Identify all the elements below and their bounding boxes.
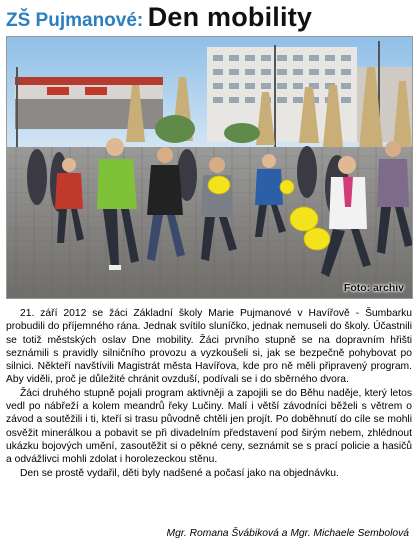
photo-credit: Foto: archiv	[343, 282, 404, 294]
article-body	[6, 307, 412, 480]
article-paragraph: Žáci druhého stupně pojali program aktivněji a zapojili se do Běhu naděje, který letos vedl po nábřeží a kolem meandrů řeky Lučiny. Malí i větší závodníci běželi s větrem o závod a soutěžili i ti, kteří si trasu původně chtěli jen projít. Po doběhnutí do cíle se mohli osvěžit minerálkou a pobavit se při divadelním představení pod širým nebem, zhlédnout ukázku bojových umění, zasoutěžit si o pěkné ceny, seznámit se s prací policie a hasičů a odvážlivci mohli zdolat i horolezeckou stěnu.	[6, 387, 412, 466]
article-photo	[6, 36, 413, 299]
article-paragraph: Den se prostě vydařil, děti byly nadšené a počasí jako na objednávku.	[20, 467, 339, 479]
article-paragraph: 21. září 2012 se žáci Základní školy Marie Pujmanové v Havířově - Šumbarku probudili do příjemného rána. Jednak svítilo sluníčko, jednak nemuseli do školy. Účastnili se totiž městských oslav Dne mobility. Žáci prvního stupně se na dopravním hřišti seznámili s pravidly silničního provozu a vyzkoušeli si, jak se bezpečně pohybovat po silnici. Někteří navštívili Magistrát města Havířova, kde pro ně měli připravený program. Aby viděli, proč je důležité chránit ovzduší, podívali se i do sběrného dvora.	[6, 308, 412, 386]
headline-kicker: ZŠ Pujmanové:	[6, 10, 144, 31]
headline-title: Den mobility	[147, 2, 313, 32]
article-signature: Mgr. Romana Švábiková a Mgr. Michaele Sembolová	[166, 528, 409, 539]
headline	[6, 0, 414, 34]
photo-illustration	[7, 37, 413, 299]
